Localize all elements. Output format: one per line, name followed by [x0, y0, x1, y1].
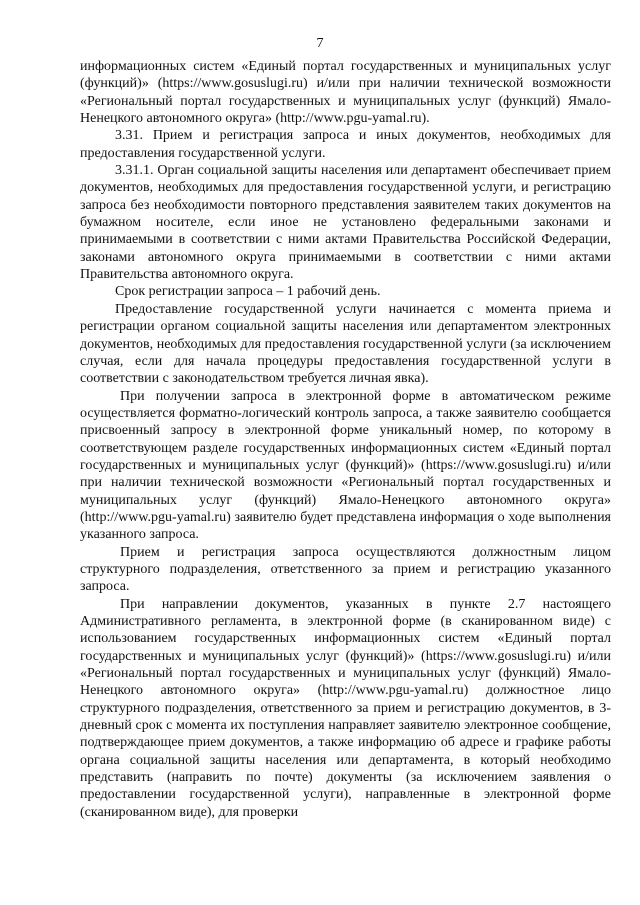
page-number: 7	[316, 36, 324, 51]
paragraph-section-3-31: 3.31. Прием и регистрация запроса и иных документов, необходимых для предоставления государственной услуги.	[80, 128, 611, 161]
paragraph-section-3-31-1: 3.31.1. Орган социальной защиты населения или департамент обеспечивает прием документов, необходимых для предоставления государственной услуги, и регистрацию запроса без необходимости повторного представления заявителем таких документов на бумажном носителе, если иное не установлено федеральными законами и принимаемыми в соответствии с ними актами Правительства Российской Федерации, законами автономного округа принимаемыми в соответствии с ними актами Правительства автономного округа.	[80, 163, 611, 283]
paragraph-service-start: Предоставление государственной услуги начинается с момента приема и регистрации органом социальной защиты населения или департаментом электронных документов, необходимых для предоставления государственной услуги (за исключением случая, если для начала процедуры предоставления государственной услуги в соответствии с законодательством требуется личная явка).	[80, 301, 611, 387]
paragraph-electronic-request: При получении запроса в электронной форме в автоматическом режиме осуществляется форматно-логический контроль запроса, а также заявителю сообщается присвоенный запросу в электронной форме уникальный номер, по которому в соответствующем разделе государственных информационных систем «Единый портал государственных и муниципальных услуг (функций)» (https://www.gosuslugi.ru) и/или при наличии технической возможности «Региональный портал государственных и муниципальных услуг (функций) Ямало-Ненецкого автономного округа» (http://www.pgu-yamal.ru) заявителю будет представлена информация о ходе выполнения указанного запроса.	[80, 388, 611, 543]
paragraph-continuation: информационных систем «Единый портал государственных и муниципальных услуг (функций)» (https://www.gosuslugi.ru) и/или при наличии технической возможности «Региональный портал государственных и муниципальных услуг (функций) Ямало-Ненецкого автономного округа» (http://www.pgu-yamal.ru).	[80, 59, 611, 127]
paragraph-registration-term: Срок регистрации запроса – 1 рабочий день.	[115, 284, 381, 300]
paragraph-request-acceptance: Прием и регистрация запроса осуществляются должностным лицом структурного подразделения, ответственного за прием и регистрацию указанного запроса.	[80, 544, 611, 595]
document-body	[80, 58, 611, 821]
paragraph-electronic-documents: При направлении документов, указанных в пункте 2.7 настоящего Административного регламента, в электронной форме (в сканированном виде) с использованием государственных информационных систем «Единый портал государственных и муниципальных услуг (функций)» (https://www.gosuslugi.ru) и/или «Региональный портал государственных и муниципальных услуг (функций) Ямало-Ненецкого автономного округа» (http://www.pgu-yamal.ru) должностное лицо структурного подразделения, ответственного за прием и регистрацию документов, в 3-дневный срок с момента их поступления направляет заявителю электронное сообщение, подтверждающее прием документов, а также информацию об адресе и графике работы органа социальной защиты населения или департамента, в который необходимо представить (направить по почте) документы (за исключением заявления о предоставлении государственной услуги), направленные в электронной форме (сканированном виде), для проверки	[80, 596, 611, 820]
